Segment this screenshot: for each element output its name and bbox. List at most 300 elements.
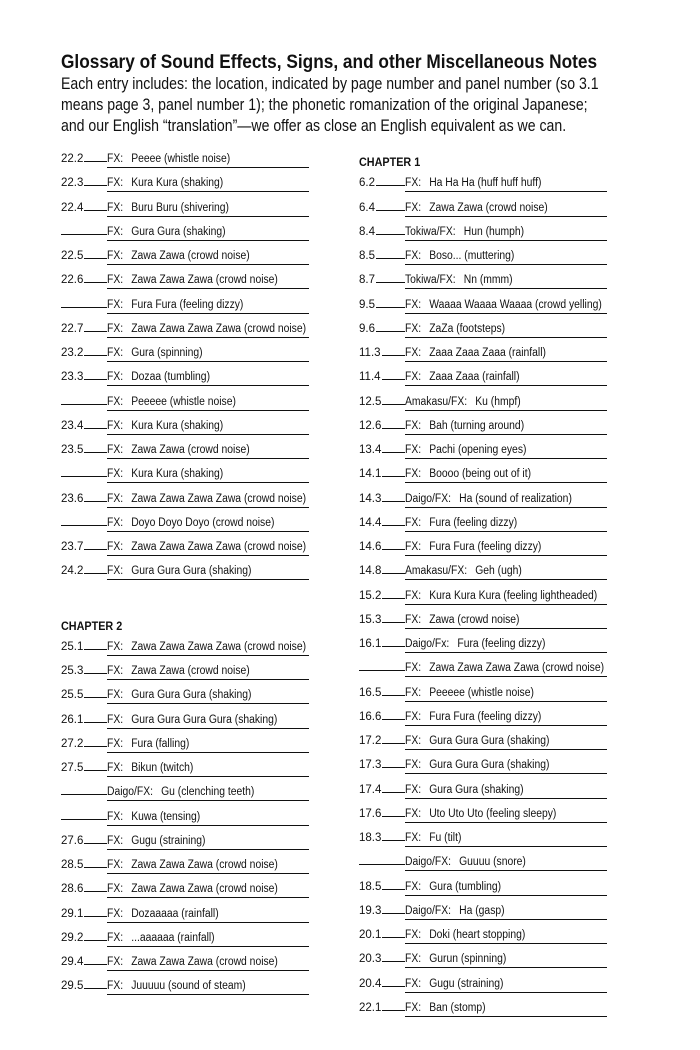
entry-translation: Fura Fura (feeling dizzy) <box>131 298 244 311</box>
entry-body <box>107 274 278 287</box>
glossary-entry <box>61 443 311 459</box>
entry-location: 13.4 <box>359 444 382 456</box>
entry-speaker: FX: <box>107 201 124 214</box>
entry-speaker: FX: <box>107 492 124 505</box>
intro-paragraph <box>61 73 649 136</box>
entry-translation: Zawa (crowd noise) <box>429 613 520 626</box>
entry-underline <box>405 628 607 629</box>
entry-body <box>107 956 278 969</box>
entry-translation: Ban (stomp) <box>429 1001 486 1014</box>
entry-speaker: FX: <box>405 347 422 359</box>
entry-body <box>405 541 541 554</box>
entry-location: 20.4 <box>359 977 382 990</box>
entry-translation: Dozaaaaa (rainfall) <box>131 907 219 920</box>
glossary-entry <box>61 176 311 192</box>
entry-translation: Ha Ha Ha (huff huff huff) <box>429 177 542 190</box>
entry-underline <box>107 728 309 729</box>
entry-body <box>405 299 602 312</box>
entry-speaker: Daigo/Fx: <box>405 638 450 650</box>
leader-dash <box>376 210 405 211</box>
leader-dash <box>84 843 107 844</box>
entry-location: 27.2 <box>61 737 84 750</box>
entry-body <box>107 714 277 727</box>
entry-underline <box>405 1016 607 1017</box>
leader-dash <box>61 476 107 477</box>
entry-location: 8.7 <box>359 274 375 287</box>
entry-location: 20.3 <box>359 953 382 966</box>
entry-body <box>405 856 526 869</box>
entry-translation: Gura Gura Gura Gura (shaking) <box>131 713 278 726</box>
entry-translation: Gura Gura (shaking) <box>131 225 226 238</box>
entry-body <box>107 371 210 384</box>
glossary-entry <box>61 298 311 314</box>
leader-dash <box>84 210 107 211</box>
leader-dash <box>84 258 107 259</box>
entry-location: 11.4 <box>359 371 381 384</box>
entry-speaker: FX: <box>405 759 422 772</box>
entry-underline <box>405 288 607 289</box>
entry-underline <box>107 264 309 265</box>
entry-speaker: FX: <box>107 177 124 190</box>
entry-speaker: Tokiwa/FX: <box>405 225 456 238</box>
entry-speaker: Amakasu/FX: <box>405 395 468 408</box>
entry-underline <box>405 701 607 702</box>
leader-dash <box>382 913 405 914</box>
entry-translation: Zawa Zawa (crowd noise) <box>429 201 548 214</box>
leader-dash <box>84 452 107 453</box>
entry-body <box>107 202 229 215</box>
entry-location: 25.3 <box>61 665 84 677</box>
entry-translation: Gugu (straining) <box>131 834 206 847</box>
entry-location: 22.1 <box>359 1001 382 1014</box>
entry-speaker: FX: <box>107 859 124 871</box>
entry-body <box>107 835 205 848</box>
entry-translation: Guuuu (snore) <box>459 856 526 869</box>
entry-speaker: FX: <box>405 322 422 335</box>
glossary-entry <box>359 952 609 968</box>
entry-body <box>405 759 549 772</box>
entry-underline <box>405 410 607 411</box>
entry-underline <box>107 434 309 435</box>
glossary-entry <box>359 880 609 896</box>
entry-speaker: FX: <box>405 250 422 262</box>
entry-underline <box>107 994 309 995</box>
entry-body <box>107 226 226 239</box>
leader-dash <box>84 697 107 698</box>
entry-underline <box>405 264 607 265</box>
glossary-entry <box>359 540 609 556</box>
glossary-entry <box>61 419 311 435</box>
entry-underline <box>405 943 607 944</box>
entry-body <box>107 347 203 360</box>
entry-location: 9.6 <box>359 322 375 335</box>
entry-location: 26.1 <box>61 713 84 726</box>
leader-dash <box>84 428 107 429</box>
entry-speaker: FX: <box>107 395 124 408</box>
entry-location: 23.6 <box>61 492 84 505</box>
entry-body <box>405 711 541 724</box>
entry-underline <box>405 313 607 314</box>
entry-translation: Boso... (muttering) <box>429 250 515 262</box>
entry-location: 23.2 <box>61 347 84 359</box>
entry-translation: Gura Gura Gura (shaking) <box>429 735 550 747</box>
entry-speaker: FX: <box>405 1001 422 1014</box>
entry-translation: Gura Gura Gura (shaking) <box>131 689 252 702</box>
entry-underline <box>107 825 309 826</box>
entry-underline <box>405 385 607 386</box>
glossary-entry <box>359 758 609 774</box>
entry-translation: Ha (gasp) <box>459 904 505 917</box>
entry-underline <box>405 216 607 217</box>
entry-translation: Gura Gura Gura (shaking) <box>131 565 252 578</box>
entry-underline <box>405 579 607 580</box>
entry-body <box>107 565 251 578</box>
entry-underline <box>405 822 607 823</box>
leader-dash <box>84 746 107 747</box>
entry-underline <box>107 873 309 874</box>
entry-underline <box>107 216 309 217</box>
entry-translation: Zawa Zawa Zawa (crowd noise) <box>131 274 278 287</box>
glossary-entry <box>359 831 609 847</box>
leader-dash <box>382 767 405 768</box>
leader-dash <box>382 428 405 429</box>
entry-translation: Geh (ugh) <box>475 565 522 578</box>
leader-dash <box>84 722 107 723</box>
entry-translation: Zawa Zawa Zawa (crowd noise) <box>131 859 278 871</box>
entry-body <box>405 832 461 845</box>
entry-underline <box>107 776 309 777</box>
entry-speaker: FX: <box>107 956 124 968</box>
entry-location: 23.5 <box>61 444 84 456</box>
glossary-entry <box>359 977 609 993</box>
entry-speaker: FX: <box>107 419 124 432</box>
entry-speaker: FX: <box>107 468 124 481</box>
page-title: Glossary of Sound Effects, Signs, and other Miscellaneous Notes <box>61 51 598 73</box>
leader-dash <box>84 549 107 550</box>
leader-dash <box>84 379 107 380</box>
entry-body <box>405 468 531 481</box>
entry-underline <box>405 337 607 338</box>
entry-speaker: FX: <box>405 662 422 675</box>
entry-speaker: FX: <box>107 980 124 993</box>
entry-speaker: FX: <box>107 274 124 287</box>
entry-speaker: FX: <box>107 810 124 823</box>
entry-speaker: FX: <box>405 710 422 723</box>
entry-speaker: FX: <box>405 298 422 311</box>
glossary-entry <box>61 346 311 362</box>
entry-body <box>107 689 251 702</box>
entry-speaker: FX: <box>107 565 124 578</box>
entry-location: 29.1 <box>61 907 84 920</box>
entry-location: 22.4 <box>61 201 84 214</box>
entry-underline <box>405 604 607 605</box>
entry-location: 17.4 <box>359 783 382 796</box>
glossary-entry <box>359 467 609 483</box>
entry-location: 18.3 <box>359 832 382 844</box>
glossary-entry <box>61 810 311 826</box>
entry-translation: Gura Gura Gura (shaking) <box>429 759 550 772</box>
entry-translation: Kuwa (tensing) <box>131 810 201 823</box>
entry-speaker: FX: <box>107 689 124 702</box>
entry-body <box>405 614 520 627</box>
entry-body <box>107 153 230 166</box>
entry-translation: Zaaa Zaaa (rainfall) <box>429 371 520 384</box>
entry-location: 29.2 <box>61 931 84 944</box>
leader-dash <box>382 743 405 744</box>
intro-line: Each entry includes: the location, indicated by page number and panel number (so 3.1 <box>61 74 599 93</box>
glossary-entry <box>61 688 311 704</box>
glossary-entry <box>61 640 311 656</box>
entry-underline <box>405 507 607 508</box>
entry-speaker: FX: <box>405 613 422 626</box>
glossary-entry <box>61 395 311 411</box>
glossary-entry <box>359 492 609 508</box>
entry-body <box>405 638 545 651</box>
entry-location: 18.5 <box>359 880 382 893</box>
glossary-entry <box>359 322 609 338</box>
entry-translation: ZaZa (footsteps) <box>429 322 506 335</box>
glossary-entry <box>61 322 311 338</box>
entry-translation: Waaaa Waaaa Waaaa (crowd yelling) <box>429 298 602 311</box>
entry-location: 23.3 <box>61 371 84 384</box>
glossary-entry <box>61 761 311 777</box>
entry-translation: Fu (tilt) <box>429 832 462 844</box>
leader-dash <box>84 988 107 989</box>
entry-underline <box>107 288 309 289</box>
entry-translation: Fura (feeling dizzy) <box>457 638 546 650</box>
leader-dash <box>382 404 405 405</box>
entry-body <box>107 468 223 481</box>
entry-location: 12.5 <box>359 395 382 408</box>
glossary-entry <box>359 928 609 944</box>
entry-location: 27.6 <box>61 834 84 847</box>
entry-underline <box>107 240 309 241</box>
entry-translation: Gu (clenching teeth) <box>161 786 255 799</box>
leader-dash <box>382 646 405 647</box>
leader-dash <box>376 307 405 308</box>
entry-speaker: FX: <box>107 516 124 529</box>
glossary-entry <box>61 370 311 386</box>
entry-translation: Zawa Zawa (crowd noise) <box>131 665 250 677</box>
entry-body <box>405 347 546 360</box>
entry-location: 11.3 <box>359 347 381 359</box>
glossary-entry <box>359 419 609 435</box>
leader-dash <box>84 161 107 162</box>
leader-dash <box>382 476 405 477</box>
entry-body <box>405 881 501 894</box>
entry-underline <box>107 361 309 362</box>
entry-location: 15.3 <box>359 613 382 626</box>
glossary-entry <box>359 855 609 871</box>
entry-translation: Gura (tumbling) <box>429 880 502 893</box>
leader-dash <box>382 452 405 453</box>
entry-underline <box>405 531 607 532</box>
entry-location: 16.5 <box>359 686 382 699</box>
entry-speaker: Daigo/FX: <box>405 492 452 505</box>
entry-underline <box>107 897 309 898</box>
entry-translation: Kura Kura (shaking) <box>131 419 224 432</box>
entry-body <box>405 420 524 433</box>
entry-translation: Fura Fura (feeling dizzy) <box>429 541 542 553</box>
entry-body <box>107 517 274 530</box>
glossary-entry <box>359 298 609 314</box>
leader-dash <box>382 573 405 574</box>
entry-underline <box>405 846 607 847</box>
entry-speaker: FX: <box>107 713 124 726</box>
leader-dash <box>359 864 405 865</box>
glossary-entry <box>61 467 311 483</box>
entry-location: 20.1 <box>359 929 382 941</box>
glossary-entry <box>359 225 609 241</box>
entry-translation: Gurun (spinning) <box>429 953 507 966</box>
entry-underline <box>107 579 309 580</box>
glossary-entry <box>61 785 311 801</box>
entry-location: 8.5 <box>359 250 375 262</box>
entry-underline <box>107 337 309 338</box>
entry-translation: Zawa Zawa Zawa Zawa (crowd noise) <box>131 322 307 335</box>
leader-dash <box>382 549 405 550</box>
leader-dash <box>84 770 107 771</box>
entry-body <box>405 226 524 239</box>
glossary-entry <box>359 710 609 726</box>
entry-speaker: FX: <box>405 735 422 747</box>
leader-dash <box>382 986 405 987</box>
entry-underline <box>107 313 309 314</box>
leader-dash <box>382 379 405 380</box>
entry-body <box>107 641 306 654</box>
entry-speaker: FX: <box>107 444 124 456</box>
entry-translation: Bah (turning around) <box>429 419 525 432</box>
entry-body <box>405 590 597 603</box>
glossary-entry <box>359 734 609 750</box>
entry-underline <box>405 652 607 653</box>
entry-speaker: FX: <box>107 250 124 262</box>
entry-translation: Kura Kura (shaking) <box>131 468 224 481</box>
leader-dash <box>84 573 107 574</box>
glossary-entry <box>359 613 609 629</box>
glossary-entry <box>61 979 311 995</box>
entry-underline <box>405 458 607 459</box>
entry-location: 8.4 <box>359 225 375 238</box>
entry-body <box>405 202 548 215</box>
leader-dash <box>382 937 405 938</box>
entry-speaker: FX: <box>107 640 124 653</box>
entry-underline <box>107 385 309 386</box>
entry-body <box>107 299 243 312</box>
entry-speaker: FX: <box>107 762 124 774</box>
entry-body <box>107 396 236 409</box>
glossary-entry <box>61 664 311 680</box>
entry-location: 6.4 <box>359 201 375 214</box>
entry-location: 23.4 <box>61 419 84 432</box>
entry-location: 29.4 <box>61 956 84 968</box>
entry-location: 22.2 <box>61 153 84 165</box>
entry-underline <box>107 752 309 753</box>
glossary-entry <box>61 249 311 265</box>
entry-underline <box>405 434 607 435</box>
entry-translation: Pachi (opening eyes) <box>429 444 527 456</box>
entry-location: 14.3 <box>359 492 382 505</box>
entry-translation: Zawa Zawa (crowd noise) <box>131 250 250 262</box>
entry-underline <box>405 992 607 993</box>
entry-underline <box>107 482 309 483</box>
entry-speaker: FX: <box>405 589 422 602</box>
chapter-heading: CHAPTER 2 <box>61 618 123 633</box>
glossary-entry <box>359 783 609 799</box>
intro-line: means page 3, panel number 1); the phonetic romanization of the original Japanese; <box>61 95 588 114</box>
entry-location: 14.6 <box>359 541 382 553</box>
entry-underline <box>405 773 607 774</box>
entry-body <box>405 444 526 457</box>
entry-body <box>405 808 556 821</box>
leader-dash <box>382 889 405 890</box>
glossary-entry <box>61 713 311 729</box>
glossary-entry <box>61 225 311 241</box>
entry-location: 29.5 <box>61 980 84 993</box>
entry-speaker: FX: <box>405 468 422 481</box>
entry-speaker: Daigo/FX: <box>405 904 452 917</box>
entry-body <box>107 980 246 993</box>
leader-dash <box>84 649 107 650</box>
leader-dash <box>84 331 107 332</box>
entry-body <box>107 908 219 921</box>
entry-location: 19.3 <box>359 904 382 917</box>
intro-line: and our English “translation”—we offer as close an English equivalent as we can. <box>61 116 567 135</box>
entry-translation: Bikun (twitch) <box>131 762 194 774</box>
entry-speaker: FX: <box>107 541 124 553</box>
entry-speaker: FX: <box>405 371 422 384</box>
glossary-entry <box>61 737 311 753</box>
entry-body <box>405 662 604 675</box>
entry-translation: Zawa Zawa Zawa (crowd noise) <box>131 883 278 896</box>
entry-underline <box>405 967 607 968</box>
entry-translation: Doki (heart stopping) <box>429 929 526 941</box>
entry-underline <box>405 361 607 362</box>
entry-translation: Fura (falling) <box>131 737 190 750</box>
entry-translation: Peeee (whistle noise) <box>131 153 231 165</box>
entry-body <box>107 420 223 433</box>
entry-translation: Peeeee (whistle noise) <box>131 395 236 408</box>
glossary-entry <box>61 955 311 971</box>
leader-dash <box>376 234 405 235</box>
entry-speaker: FX: <box>405 419 422 432</box>
entry-underline <box>107 458 309 459</box>
entry-translation: Fura Fura (feeling dizzy) <box>429 710 542 723</box>
entry-location: 16.6 <box>359 710 382 723</box>
entry-speaker: Amakasu/FX: <box>405 565 468 578</box>
entry-body <box>107 786 254 799</box>
entry-underline <box>107 849 309 850</box>
leader-dash <box>84 891 107 892</box>
entry-body <box>405 323 505 336</box>
entry-underline <box>405 191 607 192</box>
entry-location: 12.6 <box>359 419 382 432</box>
leader-dash <box>382 525 405 526</box>
entry-body <box>405 565 522 578</box>
leader-dash <box>61 404 107 405</box>
glossary-entry <box>359 661 609 677</box>
entry-speaker: FX: <box>107 737 124 750</box>
entry-underline <box>107 555 309 556</box>
entry-speaker: FX: <box>405 686 422 699</box>
entry-translation: Juuuuu (sound of steam) <box>131 980 246 993</box>
entry-body <box>107 493 306 506</box>
entry-underline <box>405 676 607 677</box>
entry-body <box>107 444 250 457</box>
leader-dash <box>382 501 405 502</box>
entry-translation: Zawa Zawa Zawa (crowd noise) <box>131 956 278 968</box>
entry-speaker: FX: <box>405 953 422 966</box>
